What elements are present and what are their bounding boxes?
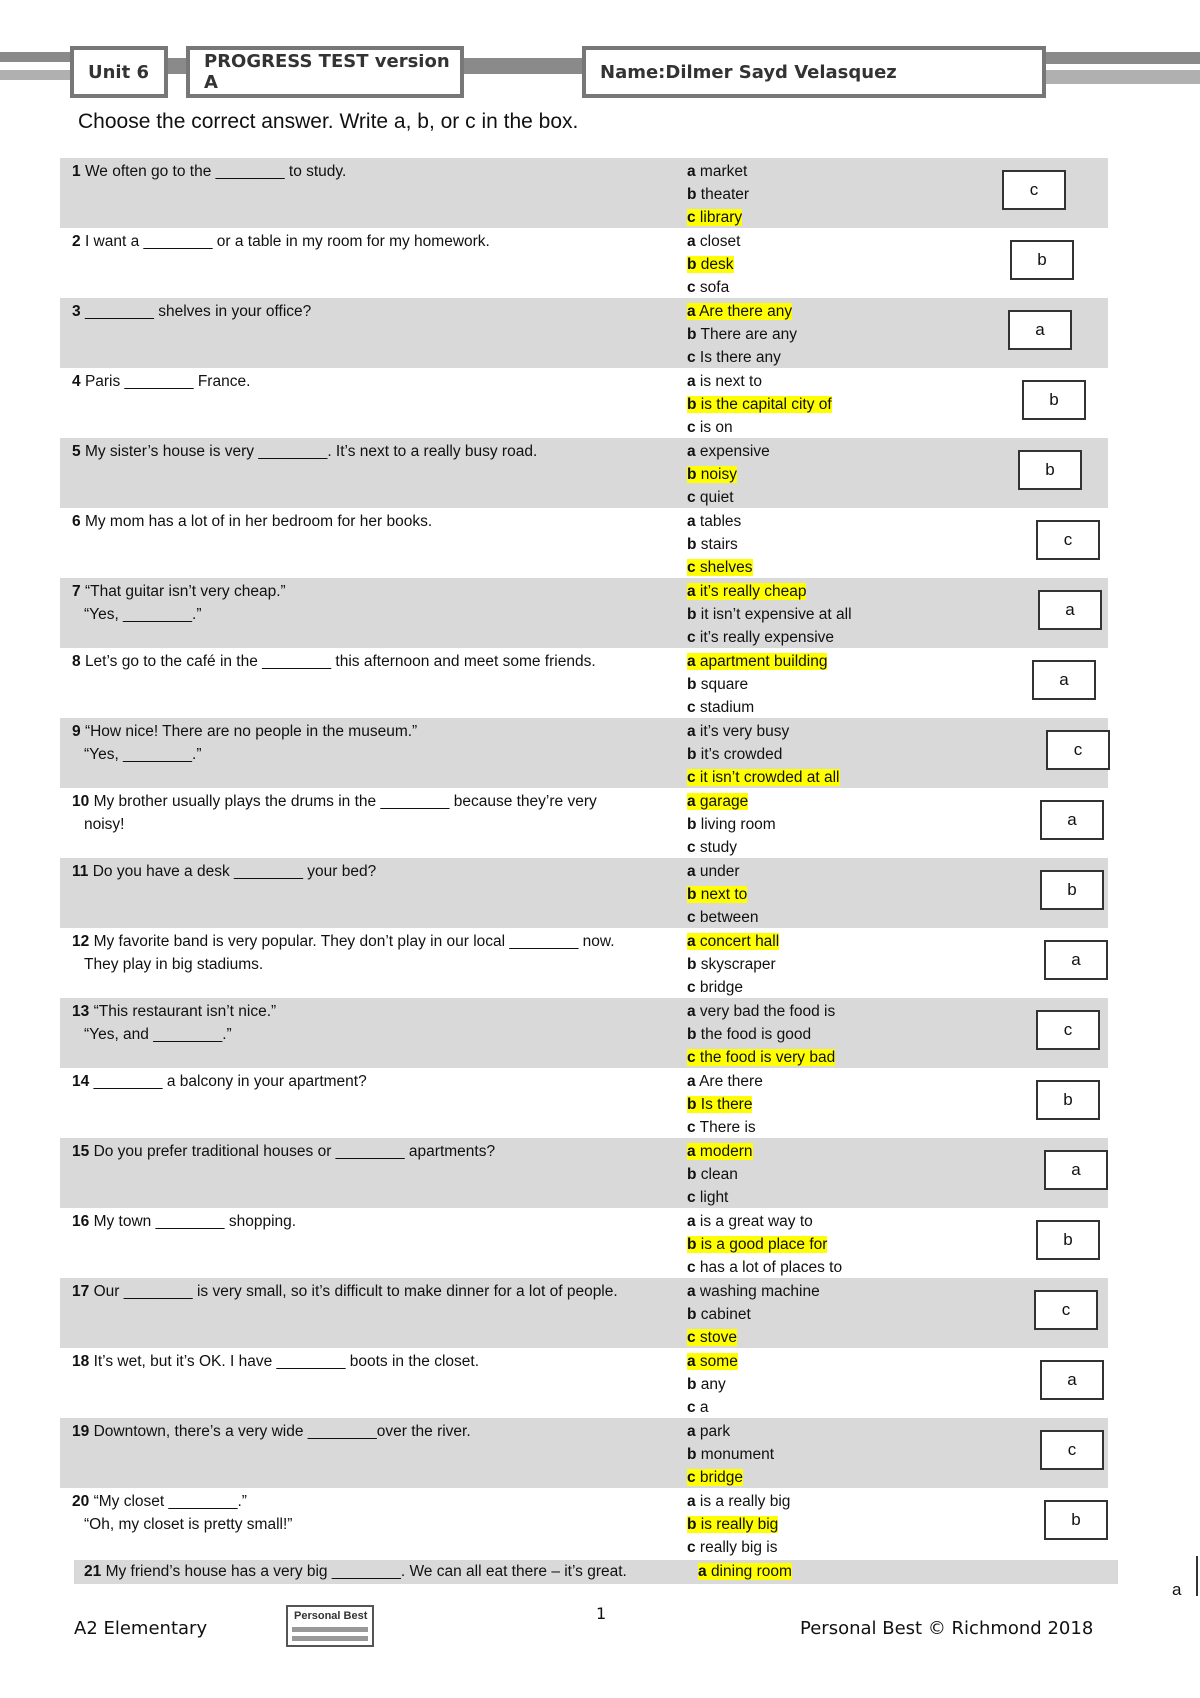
question-line <box>72 1140 672 1163</box>
question-line <box>72 603 672 626</box>
option-b: b the food is good <box>687 1026 812 1043</box>
option-a: a closet <box>687 233 741 250</box>
option-b: b is the capital city of <box>687 396 832 413</box>
option-c: c quiet <box>687 489 734 506</box>
question-number: 20 <box>72 1493 90 1510</box>
option-b: b any <box>687 1376 726 1393</box>
question-text-8 <box>72 650 672 673</box>
header-bar-mid2 <box>460 58 586 74</box>
option-c: c stove <box>687 1329 737 1346</box>
option-b: b Is there <box>687 1096 753 1113</box>
answer-box-16[interactable]: b <box>1036 1220 1100 1260</box>
question-stem: ________ a balcony in your apartment? <box>93 1073 367 1090</box>
question-row-21 <box>74 1560 1118 1584</box>
option-c: c Is there any <box>687 349 781 366</box>
option-b: b next to <box>687 886 748 903</box>
question-number: 15 <box>72 1143 90 1160</box>
question-row-16 <box>60 1208 1108 1278</box>
unit-label: Unit 6 <box>88 61 149 83</box>
question-options-14 <box>687 1070 763 1139</box>
question-row-8 <box>60 648 1108 718</box>
question-stem: Our ________ is very small, so it’s difficult to make dinner for a lot of people. <box>93 1283 618 1300</box>
question-line <box>72 790 672 813</box>
question-stem: “Oh, my closet is pretty small!” <box>84 1516 293 1533</box>
question-number: 10 <box>72 793 90 810</box>
option-b: b skyscraper <box>687 956 776 973</box>
answer-box-13[interactable]: c <box>1036 1010 1100 1050</box>
question-stem: “Yes, ________.” <box>84 746 202 763</box>
option-b: b noisy <box>687 466 737 483</box>
edge-mark <box>1196 1556 1198 1596</box>
footer-level: A2 Elementary <box>74 1618 208 1639</box>
answer-box-2[interactable]: b <box>1010 240 1074 280</box>
question-stem: Let’s go to the café in the ________ this afternoon and meet some friends. <box>84 653 596 670</box>
answer-box-8[interactable]: a <box>1032 660 1096 700</box>
option-a: a park <box>687 1423 731 1440</box>
question-line <box>72 230 672 253</box>
answer-box-9[interactable]: c <box>1046 730 1110 770</box>
question-options-19 <box>687 1420 774 1489</box>
question-options-7 <box>687 580 852 649</box>
question-number: 1 <box>72 163 81 180</box>
question-options-17 <box>687 1280 820 1349</box>
option-a: a market <box>687 163 748 180</box>
question-line <box>72 813 672 836</box>
question-row-4 <box>60 368 1108 438</box>
question-number: 6 <box>72 513 81 530</box>
question-options-15 <box>687 1140 753 1209</box>
option-c: c between <box>687 909 759 926</box>
answer-box-15[interactable]: a <box>1044 1150 1108 1190</box>
question-text-21 <box>84 1560 684 1583</box>
option-b: b There are any <box>687 326 797 343</box>
option-c: c sofa <box>687 279 730 296</box>
option-b: b stairs <box>687 536 738 553</box>
question-text-16 <box>72 1210 672 1233</box>
question-options-9 <box>687 720 840 789</box>
option-c: c really big is <box>687 1539 778 1556</box>
option-c: c it’s really expensive <box>687 629 835 646</box>
answer-box-1[interactable]: c <box>1002 170 1066 210</box>
question-row-10 <box>60 788 1108 858</box>
question-number: 3 <box>72 303 81 320</box>
question-line <box>72 860 672 883</box>
question-row-15 <box>60 1138 1108 1208</box>
option-a: a expensive <box>687 443 770 460</box>
question-line <box>72 930 672 953</box>
question-number: 18 <box>72 1353 90 1370</box>
question-stem: “This restaurant isn’t nice.” <box>93 1003 277 1020</box>
question-number: 11 <box>72 863 89 880</box>
answer-box-5[interactable]: b <box>1018 450 1082 490</box>
question-text-7 <box>72 580 672 626</box>
question-stem: Do you prefer traditional houses or ________ apartments? <box>93 1143 496 1160</box>
question-line <box>72 1420 672 1443</box>
question-row-13 <box>60 998 1108 1068</box>
question-options-20 <box>687 1490 790 1559</box>
question-line <box>72 1513 672 1536</box>
question-line <box>72 1350 672 1373</box>
question-number: 2 <box>72 233 81 250</box>
question-line <box>72 1490 672 1513</box>
answer-box-11[interactable]: b <box>1040 870 1104 910</box>
question-line <box>72 1210 672 1233</box>
option-a: a some <box>687 1353 738 1370</box>
question-line <box>72 1070 672 1093</box>
option-a: a Are there any <box>687 303 793 320</box>
option-c: c stadium <box>687 699 755 716</box>
question-stem: My town ________ shopping. <box>93 1213 297 1230</box>
question-number-21: 21 <box>84 1563 102 1580</box>
option-b: b clean <box>687 1166 738 1183</box>
option-a: a very bad the food is <box>687 1003 836 1020</box>
question-text-19 <box>72 1420 672 1443</box>
question-number: 4 <box>72 373 81 390</box>
option-c: c bridge <box>687 1469 744 1486</box>
answer-box-19[interactable]: c <box>1040 1430 1104 1470</box>
question-options-2 <box>687 230 740 299</box>
question-row-5 <box>60 438 1108 508</box>
question-row-7 <box>60 578 1108 648</box>
option-a: a it’s really cheap <box>687 583 807 600</box>
question-stem: “Yes, and ________.” <box>84 1026 232 1043</box>
option-b: b living room <box>687 816 776 833</box>
instructions: Choose the correct answer. Write a, b, or c in the box. <box>78 110 579 133</box>
header-bar-right <box>1042 52 1200 64</box>
question-line <box>72 1000 672 1023</box>
option-c: c has a lot of places to <box>687 1259 843 1276</box>
answer-box-6[interactable]: c <box>1036 520 1100 560</box>
option-b: b it’s crowded <box>687 746 783 763</box>
question-options-4 <box>687 370 832 439</box>
answer-box-20[interactable]: b <box>1044 1500 1108 1540</box>
option-a: a is a great way to <box>687 1213 813 1230</box>
question-text-13 <box>72 1000 672 1046</box>
question-number: 8 <box>72 653 81 670</box>
question-stem: They play in big stadiums. <box>84 956 264 973</box>
answer-box-12[interactable]: a <box>1044 940 1108 980</box>
option-b: b is a good place for <box>687 1236 828 1253</box>
question-options-5 <box>687 440 770 509</box>
question-stem: Downtown, there’s a very wide ________over the river. <box>93 1423 471 1440</box>
question-row-20 <box>60 1488 1108 1558</box>
student-name-box <box>582 46 1046 98</box>
option-c: c library <box>687 209 743 226</box>
option-a: a is next to <box>687 373 762 390</box>
question-stem: “That guitar isn’t very cheap.” <box>84 583 286 600</box>
student-name: Name:Dilmer Sayd Velasquez <box>600 61 897 83</box>
question-options-3 <box>687 300 797 369</box>
question-number: 17 <box>72 1283 90 1300</box>
header-bar-right-2 <box>1042 70 1200 84</box>
option-a: a apartment building <box>687 653 828 670</box>
question-stem-21: My friend’s house has a very big ________. We can all eat there – it’s great. <box>105 1563 627 1580</box>
question-row-9 <box>60 718 1108 788</box>
option-b: b theater <box>687 186 750 203</box>
option-b: b monument <box>687 1446 775 1463</box>
question-text-11 <box>72 860 672 883</box>
option-a: a it’s very busy <box>687 723 790 740</box>
question-stem: “How nice! There are no people in the museum.” <box>84 723 418 740</box>
question-number: 19 <box>72 1423 90 1440</box>
answer-box-14[interactable]: b <box>1036 1080 1100 1120</box>
personal-best-logo <box>286 1605 374 1647</box>
question-text-5 <box>72 440 672 463</box>
unit-box <box>70 46 168 98</box>
header-bar-left <box>0 52 74 62</box>
question-line <box>72 743 672 766</box>
answer-box-18[interactable]: a <box>1040 1360 1104 1400</box>
question-row-14 <box>60 1068 1108 1138</box>
option-c: c light <box>687 1189 729 1206</box>
question-line <box>72 650 672 673</box>
answer-box-7[interactable]: a <box>1038 590 1102 630</box>
question-number: 5 <box>72 443 81 460</box>
page-number: 1 <box>596 1604 607 1623</box>
question-line <box>72 300 672 323</box>
question-line <box>72 510 672 533</box>
test-title: PROGRESS TEST version A <box>204 51 450 93</box>
answer-box-17[interactable]: c <box>1034 1290 1098 1330</box>
question-stem: We often go to the ________ to study. <box>84 163 347 180</box>
option-a: a modern <box>687 1143 753 1160</box>
option-c: c is on <box>687 419 733 436</box>
option-c: c a <box>687 1399 709 1416</box>
question-text-15 <box>72 1140 672 1163</box>
question-text-10 <box>72 790 672 836</box>
option-c: c it isn’t crowded at all <box>687 769 840 786</box>
question-text-4 <box>72 370 672 393</box>
question-options-12 <box>687 930 779 999</box>
question-row-1 <box>60 158 1108 228</box>
option-c: c the food is very bad <box>687 1049 836 1066</box>
question-line <box>72 953 672 976</box>
question-number: 13 <box>72 1003 90 1020</box>
question-options-1 <box>687 160 749 229</box>
question-text-18 <box>72 1350 672 1373</box>
option-a: a garage <box>687 793 749 810</box>
option-b: b desk <box>687 256 734 273</box>
option-b: b it isn’t expensive at all <box>687 606 852 623</box>
question-row-2 <box>60 228 1108 298</box>
option-b: b square <box>687 676 749 693</box>
question-line <box>72 720 672 743</box>
question-text-17 <box>72 1280 672 1303</box>
footer-copyright: Personal Best © Richmond 2018 <box>800 1618 1094 1639</box>
question-stem: Paris ________ France. <box>84 373 251 390</box>
answer-box-4[interactable]: b <box>1022 380 1086 420</box>
option-c: c study <box>687 839 737 856</box>
answer-21[interactable]: a <box>1172 1580 1182 1599</box>
option-a: a washing machine <box>687 1283 820 1300</box>
question-stem: My sister’s house is very ________. It’s next to a really busy road. <box>84 443 538 460</box>
option-a: a is a really big <box>687 1493 791 1510</box>
question-number: 16 <box>72 1213 90 1230</box>
question-line <box>72 1280 672 1303</box>
option-c: c shelves <box>687 559 753 576</box>
header-bar-left-2 <box>0 70 74 80</box>
question-text-3 <box>72 300 672 323</box>
question-stem: “My closet ________.” <box>93 1493 247 1510</box>
option-21-a: a dining room <box>698 1563 792 1580</box>
question-line <box>72 440 672 463</box>
question-line <box>72 580 672 603</box>
test-title-box <box>186 46 464 98</box>
option-b: b is really big <box>687 1516 779 1533</box>
question-stem: My mom has a lot of in her bedroom for her books. <box>84 513 433 530</box>
option-c: c There is <box>687 1119 756 1136</box>
question-options-6 <box>687 510 753 579</box>
answer-box-10[interactable]: a <box>1040 800 1104 840</box>
question-text-12 <box>72 930 672 976</box>
question-options-8 <box>687 650 827 719</box>
question-stem: My brother usually plays the drums in the ________ because they’re very <box>93 793 597 810</box>
option-a: a concert hall <box>687 933 780 950</box>
question-options-18 <box>687 1350 738 1419</box>
question-text-14 <box>72 1070 672 1093</box>
question-stem: Do you have a desk ________ your bed? <box>92 863 377 880</box>
question-stem: ________ shelves in your office? <box>84 303 312 320</box>
question-number: 9 <box>72 723 81 740</box>
question-options-16 <box>687 1210 842 1279</box>
question-row-18 <box>60 1348 1108 1418</box>
question-options-13 <box>687 1000 835 1069</box>
option-a: a tables <box>687 513 742 530</box>
question-text-1 <box>72 160 672 183</box>
question-row-3 <box>60 298 1108 368</box>
question-number: 14 <box>72 1073 90 1090</box>
question-options-11 <box>687 860 759 929</box>
question-row-17 <box>60 1278 1108 1348</box>
option-b: b cabinet <box>687 1306 751 1323</box>
question-stem: It’s wet, but it’s OK. I have ________ boots in the closet. <box>93 1353 480 1370</box>
question-row-19 <box>60 1418 1108 1488</box>
option-a: a Are there <box>687 1073 763 1090</box>
question-options-10 <box>687 790 776 859</box>
question-stem: My favorite band is very popular. They don’t play in our local ________ now. <box>93 933 615 950</box>
question-number: 12 <box>72 933 90 950</box>
question-text-9 <box>72 720 672 766</box>
question-line <box>72 160 672 183</box>
logo-text: Personal Best <box>294 1610 368 1622</box>
question-text-6 <box>72 510 672 533</box>
option-a: a under <box>687 863 740 880</box>
question-number: 7 <box>72 583 81 600</box>
question-stem: noisy! <box>84 816 125 833</box>
question-row-6 <box>60 508 1108 578</box>
question-stem: I want a ________ or a table in my room for my homework. <box>84 233 490 250</box>
question-row-11 <box>60 858 1108 928</box>
question-options-21 <box>698 1560 792 1583</box>
question-line <box>72 1023 672 1046</box>
question-stem: “Yes, ________.” <box>84 606 202 623</box>
question-text-2 <box>72 230 672 253</box>
option-c: c bridge <box>687 979 744 996</box>
question-row-12 <box>60 928 1108 998</box>
question-line <box>72 370 672 393</box>
answer-box-3[interactable]: a <box>1008 310 1072 350</box>
question-text-20 <box>72 1490 672 1536</box>
